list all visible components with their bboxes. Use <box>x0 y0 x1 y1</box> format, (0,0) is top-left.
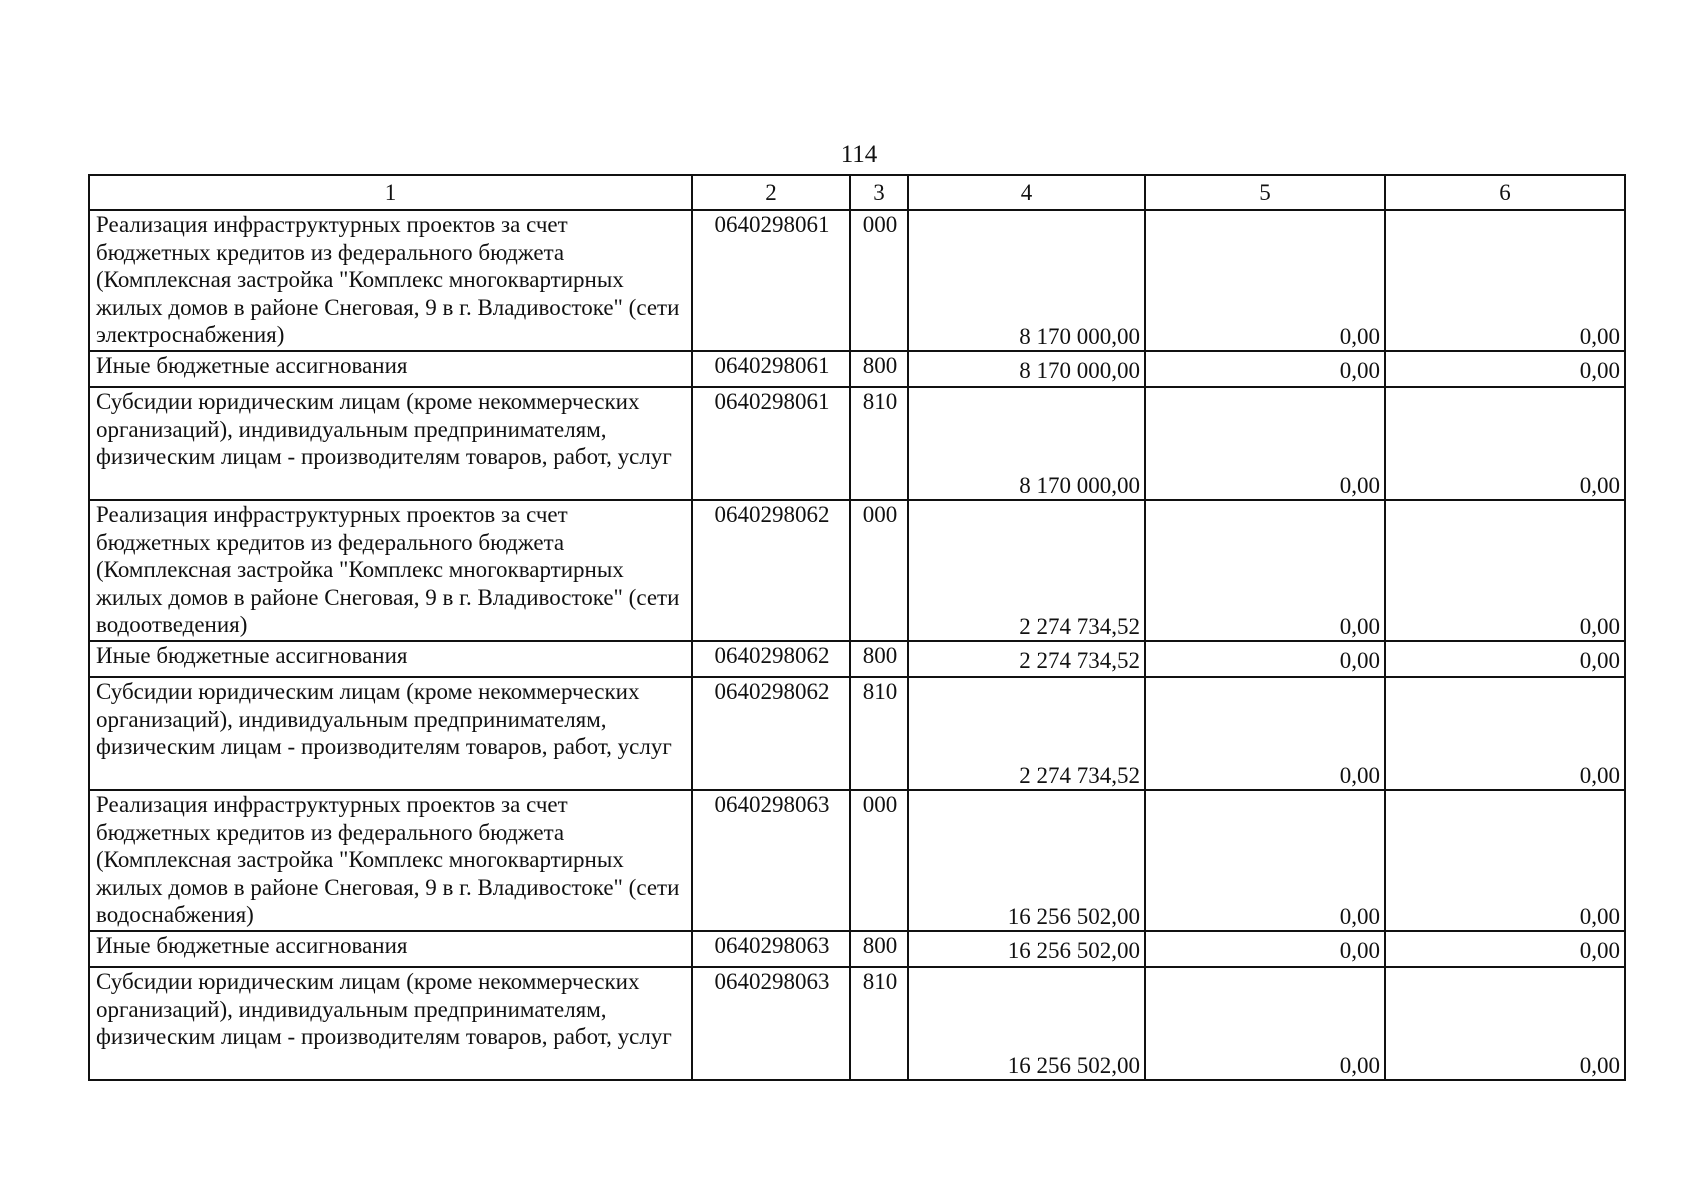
amount-col4: 16 256 502,00 <box>908 967 1145 1080</box>
table-row <box>89 931 1625 967</box>
target-article-code: 0640298061 <box>692 351 850 387</box>
target-article-code: 0640298061 <box>692 387 850 500</box>
target-article-code: 0640298063 <box>692 967 850 1080</box>
expense-type-code: 800 <box>850 641 908 677</box>
amount-col5: 0,00 <box>1145 351 1385 387</box>
amount-col5: 0,00 <box>1145 790 1385 931</box>
target-article-code: 0640298061 <box>692 210 850 351</box>
expense-name: Субсидии юридическим лицам (кроме некоммерческих организаций), индивидуальным предпринимателям, физическим лицам - производителям товаров, работ, услуг <box>89 677 692 790</box>
amount-col4: 2 274 734,52 <box>908 641 1145 677</box>
expense-type-code: 800 <box>850 351 908 387</box>
table-row <box>89 500 1625 641</box>
expense-name: Иные бюджетные ассигнования <box>89 931 692 967</box>
amount-col5: 0,00 <box>1145 641 1385 677</box>
expense-type-code: 810 <box>850 967 908 1080</box>
table-header-row <box>89 175 1625 210</box>
page-number: 114 <box>840 141 878 168</box>
amount-col4: 16 256 502,00 <box>908 931 1145 967</box>
expense-name: Субсидии юридическим лицам (кроме некоммерческих организаций), индивидуальным предпринимателям, физическим лицам - производителям товаров, работ, услуг <box>89 967 692 1080</box>
amount-col5: 0,00 <box>1145 387 1385 500</box>
expense-name: Субсидии юридическим лицам (кроме некоммерческих организаций), индивидуальным предпринимателям, физическим лицам - производителям товаров, работ, услуг <box>89 387 692 500</box>
amount-col6: 0,00 <box>1385 790 1625 931</box>
table-row <box>89 210 1625 351</box>
amount-col4: 8 170 000,00 <box>908 387 1145 500</box>
column-header: 2 <box>692 175 850 210</box>
table-row <box>89 641 1625 677</box>
amount-col6: 0,00 <box>1385 500 1625 641</box>
amount-col6: 0,00 <box>1385 641 1625 677</box>
expense-name: Иные бюджетные ассигнования <box>89 351 692 387</box>
amount-col4: 8 170 000,00 <box>908 210 1145 351</box>
expense-name: Иные бюджетные ассигнования <box>89 641 692 677</box>
amount-col6: 0,00 <box>1385 677 1625 790</box>
table-row <box>89 351 1625 387</box>
table-row <box>89 387 1625 500</box>
expense-type-code: 000 <box>850 790 908 931</box>
amount-col6: 0,00 <box>1385 387 1625 500</box>
amount-col6: 0,00 <box>1385 351 1625 387</box>
expense-type-code: 800 <box>850 931 908 967</box>
amount-col5: 0,00 <box>1145 677 1385 790</box>
column-header: 3 <box>850 175 908 210</box>
target-article-code: 0640298062 <box>692 641 850 677</box>
expense-name: Реализация инфраструктурных проектов за счет бюджетных кредитов из федерального бюджета (Комплексная застройка "Комплекс многоквартирных жилых домов в районе Снеговая, 9 в г. Владивостоке" (сети водоснабжения) <box>89 790 692 931</box>
amount-col6: 0,00 <box>1385 931 1625 967</box>
table-row <box>89 967 1625 1080</box>
target-article-code: 0640298062 <box>692 500 850 641</box>
expense-type-code: 000 <box>850 210 908 351</box>
amount-col4: 8 170 000,00 <box>908 351 1145 387</box>
target-article-code: 0640298063 <box>692 790 850 931</box>
amount-col5: 0,00 <box>1145 931 1385 967</box>
target-article-code: 0640298063 <box>692 931 850 967</box>
amount-col6: 0,00 <box>1385 210 1625 351</box>
amount-col5: 0,00 <box>1145 500 1385 641</box>
target-article-code: 0640298062 <box>692 677 850 790</box>
expense-type-code: 810 <box>850 677 908 790</box>
column-header: 5 <box>1145 175 1385 210</box>
column-header: 6 <box>1385 175 1625 210</box>
amount-col4: 16 256 502,00 <box>908 790 1145 931</box>
amount-col5: 0,00 <box>1145 967 1385 1080</box>
budget-table <box>88 174 1626 1081</box>
column-header: 4 <box>908 175 1145 210</box>
table-row <box>89 790 1625 931</box>
amount-col5: 0,00 <box>1145 210 1385 351</box>
amount-col6: 0,00 <box>1385 967 1625 1080</box>
amount-col4: 2 274 734,52 <box>908 677 1145 790</box>
expense-type-code: 810 <box>850 387 908 500</box>
amount-col4: 2 274 734,52 <box>908 500 1145 641</box>
expense-name: Реализация инфраструктурных проектов за счет бюджетных кредитов из федерального бюджета (Комплексная застройка "Комплекс многоквартирных жилых домов в районе Снеговая, 9 в г. Владивостоке" (сети водоотведения) <box>89 500 692 641</box>
table-row <box>89 677 1625 790</box>
expense-type-code: 000 <box>850 500 908 641</box>
expense-name: Реализация инфраструктурных проектов за счет бюджетных кредитов из федерального бюджета (Комплексная застройка "Комплекс многоквартирных жилых домов в районе Снеговая, 9 в г. Владивостоке" (сети электроснабжения) <box>89 210 692 351</box>
column-header: 1 <box>89 175 692 210</box>
